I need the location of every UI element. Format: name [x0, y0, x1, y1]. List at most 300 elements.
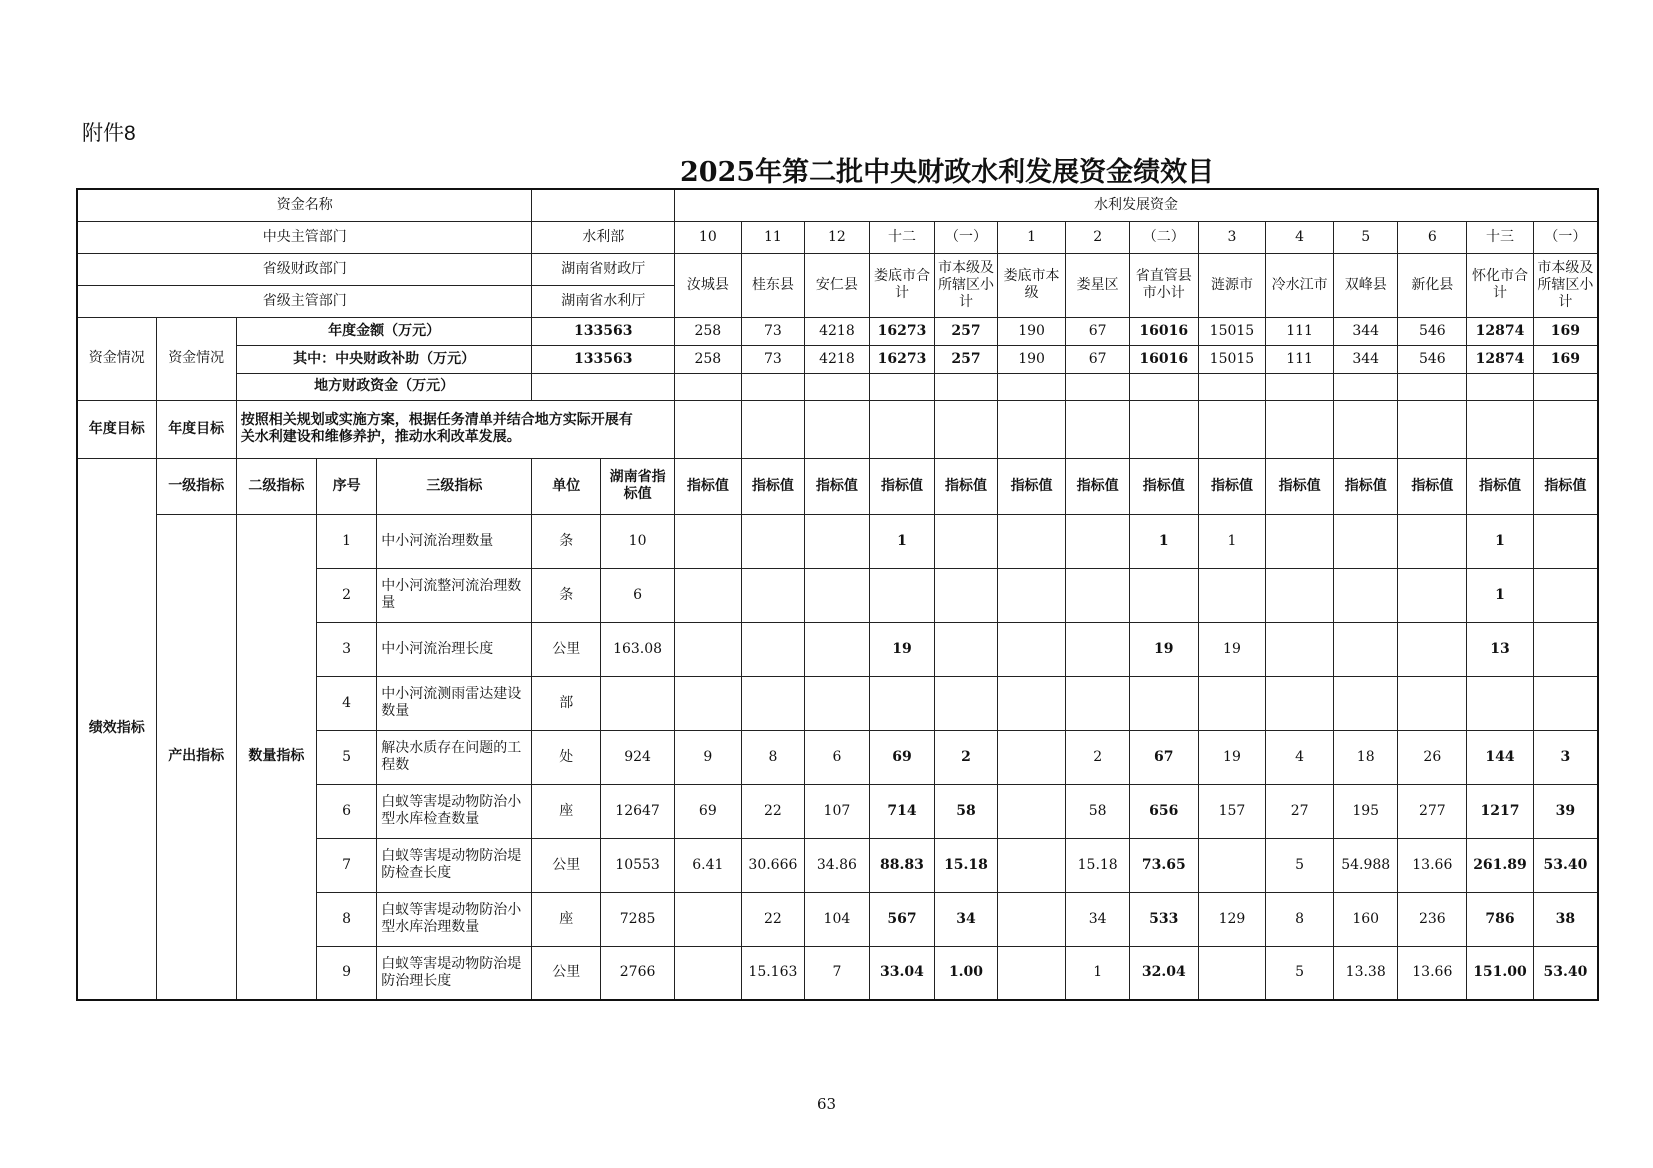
row-cell-value: 656 [1129, 784, 1198, 838]
row-cell-value: 2 [1066, 730, 1130, 784]
row-unit: 座 [532, 784, 601, 838]
annual-goal-blank [1467, 400, 1534, 458]
annual-amount-value: 73 [741, 317, 805, 345]
row-cell-value: 54.988 [1333, 838, 1398, 892]
column-region-name: 汝城县 [675, 253, 742, 317]
local-finance-value [1398, 373, 1467, 400]
annual-amount-value: 67 [1066, 317, 1130, 345]
row-cell-value: 157 [1198, 784, 1266, 838]
central-subsidy-value: 258 [675, 345, 742, 373]
annual-amount-value: 257 [935, 317, 997, 345]
column-number: 10 [675, 221, 742, 253]
central-subsidy-label: 其中：中央财政补助（万元） [236, 345, 532, 373]
row-cell-value [1333, 622, 1398, 676]
annual-goal-line-2: 关水利建设和维修养护，推动水利改革发展。 [240, 429, 521, 445]
row-cell-value [997, 946, 1066, 1000]
funding-section-label: 资金情况 [77, 317, 156, 400]
row-cell-value [997, 676, 1066, 730]
central-subsidy-value: 344 [1333, 345, 1398, 373]
row-unit: 处 [532, 730, 601, 784]
row-unit: 公里 [532, 838, 601, 892]
annual-goal-sub-label: 年度目标 [156, 400, 236, 458]
page-number: 63 [816, 1095, 837, 1113]
row-seq: 6 [316, 784, 376, 838]
row-cell-value: 1 [1198, 514, 1266, 568]
row-cell-value: 7 [805, 946, 870, 1000]
row-cell-value [935, 568, 997, 622]
column-number: 4 [1266, 221, 1334, 253]
row-cell-value [675, 622, 742, 676]
row-cell-value: 5 [1266, 946, 1334, 1000]
row-cell-value [1129, 676, 1198, 730]
central-dept-label: 中央主管部门 [77, 221, 532, 253]
row-cell-value [1066, 676, 1130, 730]
row-indicator-name: 白蚁等害堤动物防治小型水库治理数量 [377, 892, 532, 946]
central-subsidy-value: 546 [1398, 345, 1467, 373]
row-prov-value: 924 [601, 730, 675, 784]
row-indicator-name: 白蚁等害堤动物防治小型水库检查数量 [377, 784, 532, 838]
row-seq: 9 [316, 946, 376, 1000]
value-header: 指标值 [1066, 458, 1130, 514]
local-finance-value [869, 373, 935, 400]
value-header: 指标值 [869, 458, 935, 514]
column-region-name: 娄星区 [1066, 253, 1130, 317]
row-cell-value: 34.86 [805, 838, 870, 892]
row-cell-value: 277 [1398, 784, 1467, 838]
row-cell-value [935, 514, 997, 568]
annual-amount-value: 344 [1333, 317, 1398, 345]
row-prov-value: 163.08 [601, 622, 675, 676]
annual-goal-blank [1129, 400, 1198, 458]
central-subsidy-value: 67 [1066, 345, 1130, 373]
row-cell-value: 34 [1066, 892, 1130, 946]
row-seq: 1 [316, 514, 376, 568]
column-region-name: 省直管县市小计 [1129, 253, 1198, 317]
row-cell-value [1066, 568, 1130, 622]
row-cell-value: 151.00 [1467, 946, 1534, 1000]
row-cell-value: 1 [1066, 946, 1130, 1000]
row-cell-value: 1 [1467, 514, 1534, 568]
row-cell-value: 15.18 [935, 838, 997, 892]
row-cell-value [997, 784, 1066, 838]
row-cell-value: 786 [1467, 892, 1534, 946]
row-cell-value [1467, 676, 1534, 730]
row-cell-value [741, 622, 805, 676]
value-header: 指标值 [805, 458, 870, 514]
row-indicator-name: 中小河流整河流治理数量 [377, 568, 532, 622]
level2-header: 二级指标 [236, 458, 316, 514]
value-header: 指标值 [741, 458, 805, 514]
prov-dept-label: 省级主管部门 [77, 285, 532, 317]
row-cell-value: 53.40 [1533, 838, 1598, 892]
row-cell-value: 107 [805, 784, 870, 838]
row-cell-value: 533 [1129, 892, 1198, 946]
row-cell-value [869, 568, 935, 622]
seq-header: 序号 [316, 458, 376, 514]
level2-value: 数量指标 [236, 514, 316, 1000]
annual-amount-label: 年度金额（万元） [236, 317, 532, 345]
annual-amount-value: 12874 [1467, 317, 1534, 345]
prov-value-header: 湖南省指标值 [601, 458, 675, 514]
central-subsidy-value: 4218 [805, 345, 870, 373]
row-cell-value [1398, 622, 1467, 676]
fund-name-blank [532, 189, 675, 221]
row-seq: 5 [316, 730, 376, 784]
row-cell-value: 73.65 [1129, 838, 1198, 892]
row-cell-value: 261.89 [1467, 838, 1534, 892]
row-seq: 4 [316, 676, 376, 730]
row-cell-value [1333, 514, 1398, 568]
row-cell-value [1398, 676, 1467, 730]
row-cell-value [1266, 622, 1334, 676]
indicator-header-row [77, 458, 1598, 514]
central-subsidy-total: 133563 [532, 345, 675, 373]
row-cell-value [1533, 622, 1598, 676]
row-cell-value: 6.41 [675, 838, 742, 892]
row-unit: 座 [532, 892, 601, 946]
row-cell-value: 5 [1266, 838, 1334, 892]
row-cell-value: 1217 [1467, 784, 1534, 838]
central-subsidy-value: 190 [997, 345, 1066, 373]
value-header: 指标值 [1533, 458, 1598, 514]
annual-amount-value: 15015 [1198, 317, 1266, 345]
row-cell-value [1198, 838, 1266, 892]
column-number: 12 [805, 221, 870, 253]
column-region-name: 冷水江市 [1266, 253, 1334, 317]
funding-sub-label: 资金情况 [156, 317, 236, 400]
column-region-name: 涟源市 [1198, 253, 1266, 317]
value-header: 指标值 [935, 458, 997, 514]
central-subsidy-value: 169 [1533, 345, 1598, 373]
column-region-name: 市本级及所辖区小计 [1533, 253, 1598, 317]
row-cell-value [1198, 946, 1266, 1000]
row-cell-value [675, 514, 742, 568]
row-cell-value: 22 [741, 892, 805, 946]
row-seq: 8 [316, 892, 376, 946]
local-finance-value [1467, 373, 1534, 400]
performance-target-table [76, 188, 1599, 1001]
annual-goal-blank [935, 400, 997, 458]
value-header: 指标值 [1266, 458, 1334, 514]
row-indicator-name: 解决水质存在问题的工程数 [377, 730, 532, 784]
value-header: 指标值 [997, 458, 1066, 514]
row-unit: 条 [532, 568, 601, 622]
local-finance-value [1533, 373, 1598, 400]
row-seq: 3 [316, 622, 376, 676]
annual-amount-value: 16016 [1129, 317, 1198, 345]
row-prov-value: 6 [601, 568, 675, 622]
row-cell-value: 6 [805, 730, 870, 784]
row-unit: 公里 [532, 946, 601, 1000]
row-cell-value [805, 568, 870, 622]
annual-amount-value: 546 [1398, 317, 1467, 345]
column-number: （一） [935, 221, 997, 253]
row-indicator-name: 白蚁等害堤动物防治堤防治理长度 [377, 946, 532, 1000]
annual-goal-blank [805, 400, 870, 458]
row-cell-value [997, 514, 1066, 568]
row-cell-value [1333, 568, 1398, 622]
column-region-name: 双峰县 [1333, 253, 1398, 317]
annual-goal-text [236, 400, 674, 458]
row-cell-value [997, 730, 1066, 784]
fund-name-value: 水利发展资金 [675, 189, 1598, 221]
local-finance-value [997, 373, 1066, 400]
row-cell-value [1266, 568, 1334, 622]
row-indicator-name: 中小河流测雨雷达建设数量 [377, 676, 532, 730]
central-subsidy-value: 73 [741, 345, 805, 373]
annual-goal-blank [1198, 400, 1266, 458]
central-subsidy-value: 16273 [869, 345, 935, 373]
local-finance-value [741, 373, 805, 400]
unit-header: 单位 [532, 458, 601, 514]
row-cell-value: 13.66 [1398, 946, 1467, 1000]
row-cell-value: 22 [741, 784, 805, 838]
central-subsidy-row [77, 345, 1598, 373]
row-cell-value: 9 [675, 730, 742, 784]
row-cell-value: 714 [869, 784, 935, 838]
row-seq: 7 [316, 838, 376, 892]
annual-amount-value: 258 [675, 317, 742, 345]
row-cell-value [1398, 514, 1467, 568]
row-cell-value: 13 [1467, 622, 1534, 676]
level1-value: 产出指标 [156, 514, 236, 1000]
row-cell-value [997, 838, 1066, 892]
annual-goal-blank [675, 400, 742, 458]
level3-header: 三级指标 [377, 458, 532, 514]
column-number: （二） [1129, 221, 1198, 253]
row-cell-value [1398, 568, 1467, 622]
annual-amount-value: 111 [1266, 317, 1334, 345]
level1-header: 一级指标 [156, 458, 236, 514]
row-prov-value [601, 676, 675, 730]
row-cell-value: 34 [935, 892, 997, 946]
value-header: 指标值 [1129, 458, 1198, 514]
table-body [77, 189, 1598, 1000]
local-finance-value [805, 373, 870, 400]
row-cell-value: 15.18 [1066, 838, 1130, 892]
local-finance-value [675, 373, 742, 400]
column-number: 5 [1333, 221, 1398, 253]
row-cell-value: 19 [1198, 622, 1266, 676]
value-header: 指标值 [1333, 458, 1398, 514]
row-cell-value [997, 568, 1066, 622]
row-cell-value [805, 622, 870, 676]
local-finance-value [1333, 373, 1398, 400]
row-cell-value: 1.00 [935, 946, 997, 1000]
row-cell-value [869, 676, 935, 730]
column-number: 3 [1198, 221, 1266, 253]
row-cell-value [1266, 514, 1334, 568]
local-finance-value [1129, 373, 1198, 400]
column-region-name: 怀化市合计 [1467, 253, 1534, 317]
local-finance-total [532, 373, 675, 400]
row-cell-value: 39 [1533, 784, 1598, 838]
row-cell-value: 567 [869, 892, 935, 946]
row-cell-value [997, 622, 1066, 676]
annual-goal-section-label: 年度目标 [77, 400, 156, 458]
row-prov-value: 7285 [601, 892, 675, 946]
row-cell-value [997, 892, 1066, 946]
row-cell-value: 129 [1198, 892, 1266, 946]
row-cell-value: 69 [869, 730, 935, 784]
row-cell-value: 2 [935, 730, 997, 784]
row-cell-value: 19 [1198, 730, 1266, 784]
local-finance-label: 地方财政资金（万元） [236, 373, 532, 400]
local-finance-value [1066, 373, 1130, 400]
central-dept-row [77, 221, 1598, 253]
column-region-name: 娄底市合计 [869, 253, 935, 317]
column-region-name: 桂东县 [741, 253, 805, 317]
annual-goal-blank [997, 400, 1066, 458]
row-unit: 公里 [532, 622, 601, 676]
central-dept-value: 水利部 [532, 221, 675, 253]
row-cell-value [1066, 622, 1130, 676]
prov-dept-value: 湖南省水利厅 [532, 285, 675, 317]
row-cell-value [935, 676, 997, 730]
row-cell-value: 236 [1398, 892, 1467, 946]
row-indicator-name: 中小河流治理长度 [377, 622, 532, 676]
annual-goal-blank [869, 400, 935, 458]
local-finance-value [1198, 373, 1266, 400]
row-cell-value [1129, 568, 1198, 622]
row-cell-value: 69 [675, 784, 742, 838]
row-cell-value: 19 [869, 622, 935, 676]
annual-amount-value: 4218 [805, 317, 870, 345]
row-cell-value [675, 946, 742, 1000]
annual-goal-blank [1066, 400, 1130, 458]
column-number: （一） [1533, 221, 1598, 253]
column-number: 1 [997, 221, 1066, 253]
row-cell-value [805, 514, 870, 568]
row-prov-value: 10553 [601, 838, 675, 892]
annual-goal-blank [1533, 400, 1598, 458]
annual-amount-value: 190 [997, 317, 1066, 345]
annual-amount-value: 169 [1533, 317, 1598, 345]
row-cell-value: 195 [1333, 784, 1398, 838]
row-cell-value: 1 [1129, 514, 1198, 568]
row-cell-value [1333, 676, 1398, 730]
local-finance-value [1266, 373, 1334, 400]
row-cell-value: 1 [1467, 568, 1534, 622]
column-region-name: 市本级及所辖区小计 [935, 253, 997, 317]
annual-goal-blank [1266, 400, 1334, 458]
row-cell-value [1533, 568, 1598, 622]
annual-amount-row [77, 317, 1598, 345]
row-cell-value: 8 [741, 730, 805, 784]
row-cell-value: 1 [869, 514, 935, 568]
row-cell-value: 104 [805, 892, 870, 946]
row-cell-value: 8 [1266, 892, 1334, 946]
row-cell-value [741, 514, 805, 568]
value-header: 指标值 [1467, 458, 1534, 514]
row-cell-value [675, 568, 742, 622]
row-cell-value: 38 [1533, 892, 1598, 946]
row-cell-value [1533, 514, 1598, 568]
row-unit: 部 [532, 676, 601, 730]
row-cell-value: 144 [1467, 730, 1534, 784]
annual-goal-blank [741, 400, 805, 458]
row-cell-value: 58 [1066, 784, 1130, 838]
column-number: 2 [1066, 221, 1130, 253]
column-region-name: 新化县 [1398, 253, 1467, 317]
prov-finance-row [77, 253, 1598, 285]
row-cell-value [1266, 676, 1334, 730]
row-cell-value: 33.04 [869, 946, 935, 1000]
row-cell-value: 3 [1533, 730, 1598, 784]
annual-goal-blank [1333, 400, 1398, 458]
row-cell-value: 160 [1333, 892, 1398, 946]
row-cell-value [1066, 514, 1130, 568]
fund-name-label: 资金名称 [77, 189, 532, 221]
row-cell-value [805, 676, 870, 730]
value-header: 指标值 [675, 458, 742, 514]
row-cell-value [935, 622, 997, 676]
annual-goal-row [77, 400, 1598, 458]
row-cell-value: 58 [935, 784, 997, 838]
row-cell-value [1198, 676, 1266, 730]
column-region-name: 安仁县 [805, 253, 870, 317]
row-cell-value: 15.163 [741, 946, 805, 1000]
row-cell-value: 18 [1333, 730, 1398, 784]
row-cell-value: 13.66 [1398, 838, 1467, 892]
row-cell-value: 26 [1398, 730, 1467, 784]
row-cell-value [675, 676, 742, 730]
row-prov-value: 10 [601, 514, 675, 568]
row-cell-value [741, 568, 805, 622]
central-subsidy-value: 257 [935, 345, 997, 373]
row-prov-value: 12647 [601, 784, 675, 838]
central-subsidy-value: 111 [1266, 345, 1334, 373]
row-prov-value: 2766 [601, 946, 675, 1000]
row-cell-value [675, 892, 742, 946]
column-number: 十三 [1467, 221, 1534, 253]
indicator-section-label: 绩效指标 [77, 458, 156, 1000]
row-cell-value: 53.40 [1533, 946, 1598, 1000]
fund-name-row [77, 189, 1598, 221]
central-subsidy-value: 12874 [1467, 345, 1534, 373]
central-subsidy-value: 15015 [1198, 345, 1266, 373]
attachment-label: 附件8 [82, 122, 136, 145]
prov-finance-value: 湖南省财政厅 [532, 253, 675, 285]
row-cell-value: 4 [1266, 730, 1334, 784]
row-cell-value [1533, 676, 1598, 730]
row-cell-value [1198, 568, 1266, 622]
row-unit: 条 [532, 514, 601, 568]
prov-finance-label: 省级财政部门 [77, 253, 532, 285]
annual-goal-line-1: 按照相关规划或实施方案，根据任务清单并结合地方实际开展有 [240, 412, 633, 428]
central-subsidy-value: 16016 [1129, 345, 1198, 373]
row-cell-value: 32.04 [1129, 946, 1198, 1000]
row-cell-value: 13.38 [1333, 946, 1398, 1000]
local-finance-row [77, 373, 1598, 400]
annual-amount-total: 133563 [532, 317, 675, 345]
row-cell-value: 30.666 [741, 838, 805, 892]
row-cell-value: 88.83 [869, 838, 935, 892]
column-number: 6 [1398, 221, 1467, 253]
table-row [77, 514, 1598, 568]
row-cell-value: 27 [1266, 784, 1334, 838]
column-number: 11 [741, 221, 805, 253]
row-cell-value: 67 [1129, 730, 1198, 784]
value-header: 指标值 [1398, 458, 1467, 514]
annual-amount-value: 16273 [869, 317, 935, 345]
local-finance-value [935, 373, 997, 400]
row-indicator-name: 中小河流治理数量 [377, 514, 532, 568]
row-seq: 2 [316, 568, 376, 622]
row-cell-value [741, 676, 805, 730]
column-number: 十二 [869, 221, 935, 253]
row-cell-value: 19 [1129, 622, 1198, 676]
